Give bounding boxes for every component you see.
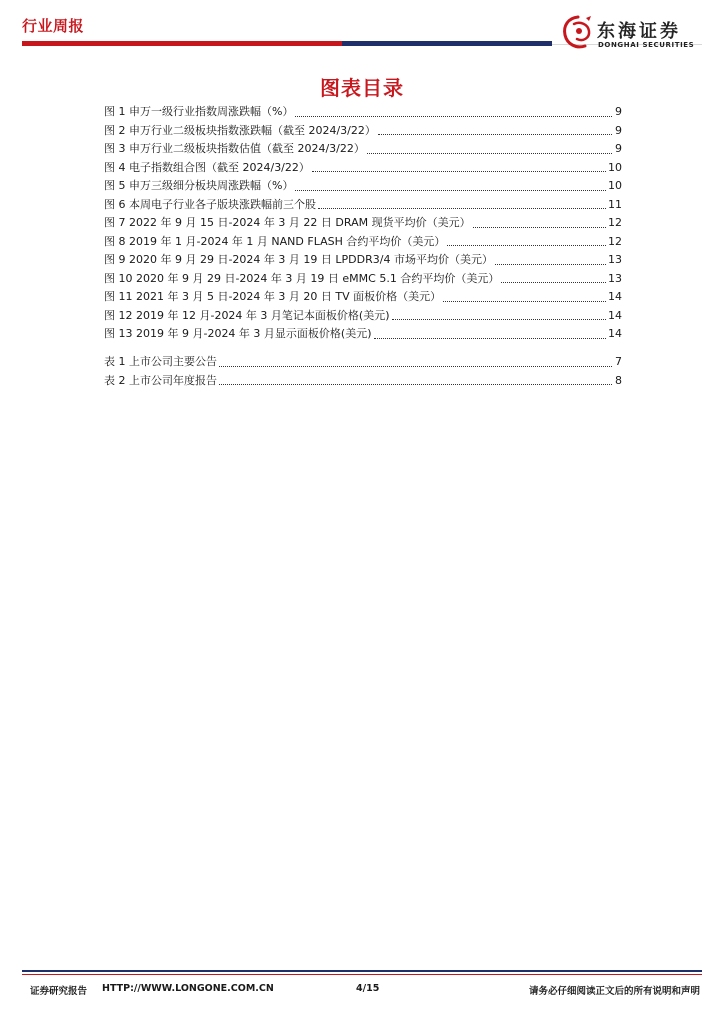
toc-entry-label: 图 8 2019 年 1 月-2024 年 1 月 NAND FLASH 合约平均价（美元） <box>104 234 446 248</box>
toc-entry-label: 图 4 电子指数组合图（截至 2024/3/22） <box>104 160 310 174</box>
toc-entry-page: 9 <box>615 105 622 118</box>
toc-leader-dots <box>219 383 612 385</box>
toc-leader-dots <box>312 170 606 172</box>
toc-entry-page: 10 <box>608 179 622 192</box>
company-logo <box>560 14 710 54</box>
toc-entry-label: 图 12 2019 年 12 月-2024 年 3 月笔记本面板价格(美元) <box>104 308 390 322</box>
toc-entry-label: 图 1 申万一级行业指数周涨跌幅（%） <box>104 105 294 118</box>
toc-entry-figure-8[interactable] <box>104 233 622 252</box>
toc-entry-label: 图 10 2020 年 9 月 29 日-2024 年 3 月 19 日 eMMC 5.1 合约平均价（美元） <box>104 271 500 285</box>
toc-entry-page: 7 <box>615 355 622 368</box>
toc-entry-table-2[interactable] <box>104 372 622 391</box>
toc-entry-label: 图 7 2022 年 9 月 15 日-2024 年 3 月 22 日 DRAM 现货平均价（美元） <box>104 216 471 229</box>
toc-entry-label: 表 1 上市公司主要公告 <box>104 355 217 368</box>
dragon-logo-icon <box>560 14 596 52</box>
footer-website-link[interactable]: HTTP://WWW.LONGONE.COM.CN <box>102 983 274 994</box>
toc-entry-figure-9[interactable] <box>104 251 622 270</box>
toc-entry-page: 14 <box>608 308 622 322</box>
toc-entry-label: 表 2 上市公司年度报告 <box>104 373 217 387</box>
toc-leader-dots <box>501 281 606 283</box>
toc-entry-page: 9 <box>615 142 622 155</box>
toc-entry-figure-3[interactable] <box>104 140 622 159</box>
toc-leader-dots <box>295 115 612 117</box>
toc-entry-label: 图 11 2021 年 3 月 5 日-2024 年 3 月 20 日 TV 面板价格（美元） <box>104 290 442 303</box>
toc-leader-dots <box>374 337 606 339</box>
toc-entry-page: 13 <box>608 271 622 285</box>
header-bar-navy <box>342 41 552 46</box>
table-list <box>104 353 622 390</box>
toc-leader-dots <box>495 263 606 265</box>
toc-leader-dots <box>219 365 612 367</box>
toc-entry-label: 图 5 申万三级细分板块周涨跌幅（%） <box>104 179 294 192</box>
toc-entry-table-1[interactable] <box>104 353 622 372</box>
toc-entry-figure-2[interactable] <box>104 122 622 141</box>
figure-list <box>104 103 622 344</box>
toc-entry-label: 图 13 2019 年 9 月-2024 年 3 月显示面板价格(美元) <box>104 327 372 340</box>
logo-chinese-text: 东海证券 <box>597 21 681 42</box>
footer-page-number: 4/15 <box>356 983 380 994</box>
footer-disclaimer: 请务必仔细阅读正文后的所有说明和声明 <box>528 986 700 997</box>
toc-entry-figure-10[interactable] <box>104 270 622 289</box>
toc-entry-figure-13[interactable] <box>104 325 622 344</box>
toc-leader-dots <box>473 226 606 228</box>
toc-entry-figure-1[interactable] <box>104 103 622 122</box>
toc-entry-page: 11 <box>608 197 622 211</box>
toc-entry-figure-11[interactable] <box>104 288 622 307</box>
toc-leader-dots <box>378 133 612 135</box>
toc-entry-page: 13 <box>608 253 622 266</box>
toc-entry-page: 12 <box>608 216 622 229</box>
toc-entry-label: 图 3 申万行业二级板块指数估值（截至 2024/3/22） <box>104 142 365 155</box>
page-title: 图表目录 <box>320 76 404 100</box>
toc-leader-dots <box>392 318 606 320</box>
toc-entry-figure-7[interactable] <box>104 214 622 233</box>
toc-entry-page: 14 <box>608 290 622 303</box>
toc-entry-page: 9 <box>615 123 622 137</box>
footer-divider-accent <box>22 974 702 975</box>
toc-entry-label: 图 2 申万行业二级板块指数涨跌幅（截至 2024/3/22） <box>104 123 376 137</box>
toc-entry-page: 8 <box>615 373 622 387</box>
toc-entry-label: 图 9 2020 年 9 月 29 日-2024 年 3 月 19 日 LPDDR3/4 市场平均价（美元） <box>104 253 493 266</box>
toc-leader-dots <box>318 207 606 209</box>
toc-leader-dots <box>295 189 606 191</box>
toc-leader-dots <box>447 244 606 246</box>
toc-entry-figure-4[interactable] <box>104 159 622 178</box>
toc-entry-page: 10 <box>608 160 622 174</box>
toc-leader-dots <box>367 152 612 154</box>
toc-entry-label: 图 6 本周电子行业各子版块涨跌幅前三个股 <box>104 197 316 211</box>
toc-entry-page: 12 <box>608 234 622 248</box>
toc-leader-dots <box>443 300 606 302</box>
section-title: 行业周报 <box>22 17 85 35</box>
logo-english-text: DONGHAI SECURITIES <box>598 41 695 49</box>
footer-report-type: 证券研究报告 <box>30 986 88 997</box>
header-bar-red <box>22 41 342 46</box>
footer-divider <box>22 970 702 972</box>
toc-entry-page: 14 <box>608 327 622 340</box>
toc-entry-figure-6[interactable] <box>104 196 622 215</box>
toc-entry-figure-5[interactable] <box>104 177 622 196</box>
toc-entry-figure-12[interactable] <box>104 307 622 326</box>
